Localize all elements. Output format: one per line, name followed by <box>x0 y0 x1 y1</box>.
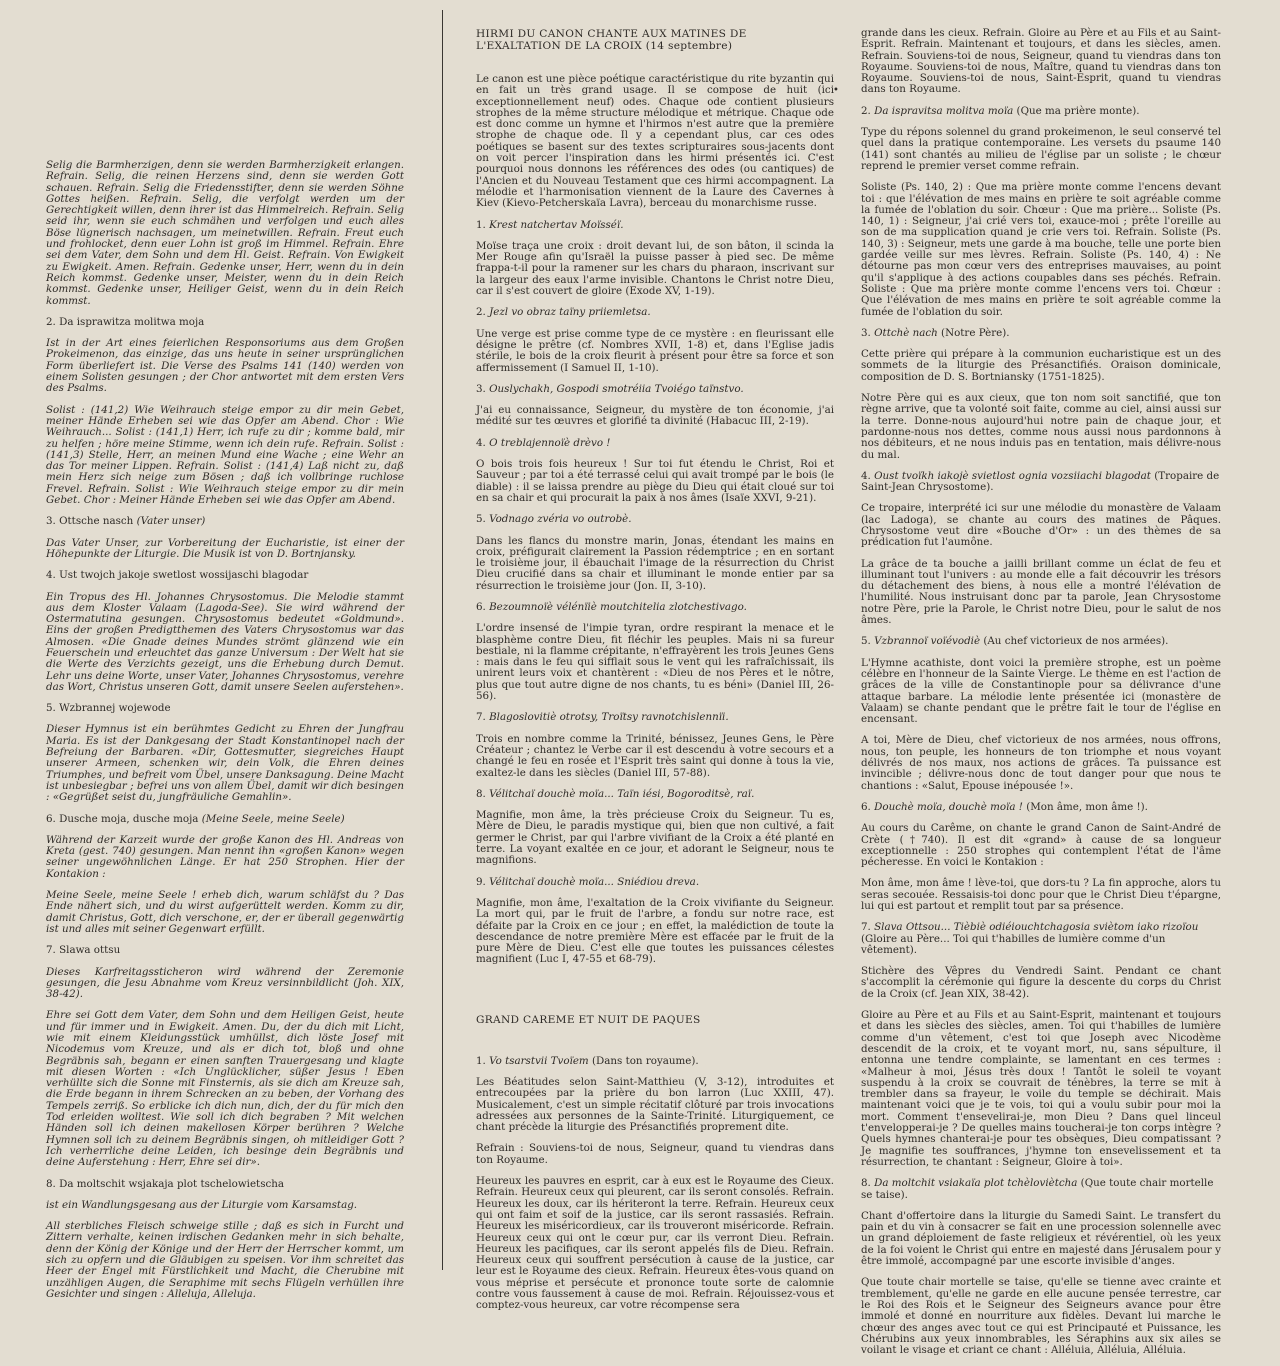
song-number: 8. <box>476 787 486 800</box>
text-paragraph: Das Vater Unser, zur Vorbereitung der Eucharistie, ist einer der Höhepunkte der Liturgie. Die Musik ist von D. Bortnjansky. <box>46 536 404 560</box>
song-heading <box>46 1179 404 1190</box>
song-number: 5. <box>476 513 486 526</box>
song-number: 7. <box>861 921 871 934</box>
text-paragraph: Type du répons solennel du grand prokeimenon, le seul conservé tel quel dans la pratique contemporaine. Les versets du psaume 140 (141) sont chantés au milieu de l'église par un soliste ; le chœur reprend le premier verset comme refrain. <box>861 126 1221 172</box>
song-title: Bezoumnoïè vélénïiè moutchitelia zlotchestivago. <box>489 600 747 613</box>
song-number: 4. <box>476 436 486 449</box>
song-heading <box>46 516 404 527</box>
song-title: (Vater unser) <box>136 515 206 528</box>
song-title: Vélitchaï douchè moïa... Taïn iési, Bogoroditsè, raï. <box>489 787 755 800</box>
song-translation: (Au chef victorieux de nos armées). <box>983 635 1169 648</box>
section-title: HIRMI DU CANON CHANTE AUX MATINES DE L'EXALTATION DE LA CROIX (14 septembre) <box>476 28 747 52</box>
song-number: 1. <box>476 1054 486 1067</box>
text-paragraph: Que toute chair mortelle se taise, qu'elle se tienne avec crainte et tremblement, qu'elle ne garde en elle aucune pensée terrestre, car le Roi des Rois et le Seigneur des Seigneurs avance pour être immolé et donné en nourriture aux fidèles. Devant lui marche le chœur des anges avec tout ce qui est Principauté et Puissance, les Chérubins aux yeux innombrables, les Séraphins aux six ailes se voilant le visage et criant ce chant : Alléluia, Alléluia, Alléluia. <box>861 1276 1221 1357</box>
text-paragraph: A toi, Mère de Dieu, chef victorieux de nos armées, nous offrons, nous, ton peuple, les honneurs de ton triomphe et nous voyant délivrés de nos maux, nos actions de grâces. Ta puissance est invincible ; délivre-nous donc de tout danger pour que nous te chantions : «Salut, Epouse inépousée !». <box>861 734 1221 792</box>
song-title: Slava Ottsou... Tièbiè odiéiouchtchagosia sviètom iako rizoïou <box>874 921 1199 934</box>
column-divider <box>442 10 443 1270</box>
section-title: GRAND CAREME ET NUIT DE PAQUES <box>476 1013 701 1026</box>
text-paragraph: Cette prière qui prépare à la communion eucharistique est un des sommets de la liturgie des Présanctifiés. Oraison dominicale, composition de D. S. Bortniansky (1751-1825). <box>861 348 1221 383</box>
song-number: 2. <box>861 104 871 117</box>
song-heading <box>476 1056 834 1067</box>
song-heading <box>861 802 1221 813</box>
song-number: 7. <box>476 711 486 724</box>
song-heading-text: 3. Ottsche nasch <box>46 515 134 528</box>
song-heading <box>861 922 1221 956</box>
song-title: Vodnago zvéria vo outrobè. <box>489 513 632 526</box>
song-heading <box>476 602 834 613</box>
song-heading-text: 7. Slawa ottsu <box>46 944 121 957</box>
text-paragraph: Meine Seele, meine Seele ! erheb dich, warum schläfst du ? Das Ende nähert sich, und du wirst aufgerüttelt werden. Komm zu dir, damit Christus, Gott, dich verschone, er, der er überall gegenwärtig ist und alles mit seiner Gegenwart erfüllt. <box>46 889 404 935</box>
text-paragraph: Stichère des Vêpres du Vendredi Saint. Pendant ce chant s'accomplit la cérémonie qui figure la descente du corps du Christ de la Croix (cf. Jean XIX, 38-42). <box>861 965 1221 1000</box>
text-paragraph: Soliste (Ps. 140, 2) : Que ma prière monte comme l'encens devant toi : que l'élévation de mes mains en prière te soit agréable comme la fumée de l'oblation du soir. Chœur : Que ma prière... Soliste (Ps. 140, 1) : Seigneur, j'ai crié vers toi, exauce-moi ; prête l'oreille au son de ma supplication quand je crie vers toi. Refrain. Soliste (Ps. 140, 3) : Seigneur, mets une garde à ma bouche, telle une porte bien gardée veille sur mes lèvres. Refrain. Soliste (Ps. 140, 4) : Ne détourne pas mon cœur vers des entreprises mauvaises, au point qu'il s'applique à des actions coupables dans ses péchés. Refrain. Soliste : Que ma prière monte comme l'encens vers toi. Chœur : Que l'élévation de mes mains en prière te soit agréable comme la fumée de l'oblation du soir. <box>861 181 1221 318</box>
song-title: Krest natchertav Moïsséï. <box>489 218 624 231</box>
text-paragraph: Les Béatitudes selon Saint-Matthieu (V, 3-12), introduites et entrecoupées par la prière du bon larron (Luc XXIII, 47). Musicalement, c'est un simple récitatif clôturé par trois invocations adressées aux personnes de la Sainte-Trinité. Liturgiquement, ce chant précède la liturgie des Présanctifiés proprement dite. <box>476 1076 834 1134</box>
song-title: Vo tsarstvii Tvoïem <box>489 1054 589 1067</box>
text-paragraph: La grâce de ta bouche a jailli brillant comme un éclat de feu et illuminant tout l'univers : au monde elle a fait découvrir les trésors du détachement des biens, à nous elle a montré l'élévation de l'humilité. Nous instruisant donc par ta parole, Jean Chrysostome notre Père, prie la Parole, le Christ notre Dieu, pour le salut de nos âmes. <box>861 557 1221 627</box>
text-paragraph: Ist in der Art eines feierlichen Responsoriums aus dem Großen Prokeimenon, das einzige, das uns heute in seiner ursprünglichen Form überliefert ist. Die Verse des Psalms 141 (140) werden von einem Solisten gesungen ; der Chor antwortet mit dem ersten Vers des Psalms. <box>46 337 404 395</box>
song-heading-text: 8. Da moltschit wsjakaja plot tschelowietscha <box>46 1177 285 1190</box>
song-heading <box>476 789 834 800</box>
song-title: Oust tvoïkh iakojè svietlost ognia vozsiiachi blagodat <box>874 469 1151 482</box>
text-paragraph: Une verge est prise comme type de ce mystère : en fleurissant elle désigne le prêtre (cf. Nombres XVII, 1-8) et, dans l'Eglise jadis stérile, le bois de la croix fleurit à présent pour être sa force et son affermissement (I Samuel II, 1-10). <box>476 327 834 374</box>
song-heading-text: 2. Da isprawitza molitwa moja <box>46 315 205 328</box>
song-heading <box>476 877 834 888</box>
text-paragraph: Trois en nombre comme la Trinité, bénissez, Jeunes Gens, le Père Créateur ; chantez le Verbe car il est descendu à votre secours et a changé le feu en rosée et l'Esprit très saint qui donne à tous la vie, exaltez-le dans les siècles (Daniel III, 57-88). <box>476 732 834 779</box>
song-heading-text: 4. Ust twojch jakoje swetlost wossijaschi blagodar <box>46 569 309 582</box>
text-paragraph: Chant d'offertoire dans la liturgie du Samedi Saint. Le transfert du pain et du vin à consacrer se fait en une procession solennelle avec un grand déploiement de faste religieux et révérentiel, où les yeux de la foi voient le Christ qui entre en majesté dans Jérusalem pour y être immolé, accompagné par une escorte invisible d'anges. <box>861 1209 1221 1268</box>
song-number: 2. <box>476 306 486 319</box>
text-paragraph: Dieses Karfreitagssticheron wird während der Zeremonie gesungen, die Jesu Abnahme vom Kreuz versinnbildlicht (Joh. XIX, 38-42). <box>46 965 404 1001</box>
french-column-careme <box>861 0 1221 1357</box>
text-paragraph: Refrain : Souviens-toi de nous, Seigneur, quand tu viendras dans ton Royaume. <box>476 1142 834 1166</box>
song-title: O treblajennoïè drèvo ! <box>489 436 611 449</box>
song-title: Da moltchit vsiakaïa plot tchèloviètcha <box>874 1177 1078 1190</box>
song-heading <box>476 220 834 231</box>
song-heading <box>476 384 834 395</box>
bullet-mark: • <box>833 85 839 96</box>
text-paragraph: Ce tropaire, interprété ici sur une mélodie du monastère de Valaam (lac Ladoga), se chante au cours des matines de Pâques. Chrysostome veut dire «Bouche d'Or» : un des thèmes de sa prédication fut l'aumône. <box>861 502 1221 549</box>
song-heading <box>476 438 834 449</box>
song-heading <box>861 471 1221 494</box>
text-paragraph: Mon âme, mon âme ! lève-toi, que dors-tu ? La fin approche, alors tu seras secouée. Ressaisis-toi donc pour que le Christ Dieu t'épargne, lui qui est partout et remplit tout par sa présence. <box>861 877 1221 912</box>
song-number: 3. <box>476 382 486 395</box>
song-heading <box>46 570 404 581</box>
song-heading <box>476 712 834 723</box>
text-paragraph: J'ai eu connaissance, Seigneur, du mystère de ton économie, j'ai médité sur tes œuvres et glorifié ta divinité (Habacuc III, 2-19). <box>476 404 834 428</box>
text-paragraph: Heureux les pauvres en esprit, car à eux est le Royaume des Cieux. Refrain. Heureux ceux qui pleurent, car ils seront consolés. Refrain. Heureux les doux, car ils hériteront la terre. Refrain. Heureux ceux qui ont faim et soif de la justice, car ils seront rassasiés. Refrain. Heureux les miséricordieux, car ils trouveront miséricorde. Refrain. Heureux ceux qui ont le cœur pur, car ils verront Dieu. Refrain. Heureux les pacifiques, car ils seront appelés fils de Dieu. Refrain. Heureux ceux qui souffrent persécution à cause de la justice, car leur est le Royaume des cieux. Refrain. Heureux êtes-vous quand on vous méprise et persécute et prononce toute sorte de calomnie contre vous faussement à cause de moi. Refrain. Réjouissez-vous et comptez-vous heureux, car votre récompense sera <box>476 1175 834 1312</box>
text-paragraph: Notre Père qui es aux cieux, que ton nom soit sanctifié, que ton règne arrive, que ta volonté soit faite, comme au ciel, ainsi aussi sur la terre. Donne-nous aujourd'hui notre pain de chaque jour, et pardonne-nous nos dettes, comme nous aussi nous pardonnons à nos débiteurs, et ne nous induis pas en tentation, mais délivre-nous du mal. <box>861 392 1221 461</box>
song-translation: (Que ma prière monte). <box>1016 104 1140 117</box>
text-paragraph: Solist : (141,2) Wie Weihrauch steige empor zu dir mein Gebet, meiner Hände Erheben sei wie das Opfer am Abend. Chor : Wie Weihrauch... Solist : (141,1) Herr, ich rufe zu dir ; komme bald, mir zu helfen ; höre meine Stimme, wenn ich dein rufe. Refrain. Solist : (141,3) Stelle, Herr, an meinen Mund eine Wache ; eine Wehr an das Tor meiner Lippen. Refrain. Solist : (141,4) Laß nicht zu, daß mein Herz sich neige zum Bösen ; daß ich vollbringe ruchlose Frevel. Refrain. Solist : Wie Weihrauch steige empor zu dir mein Gebet. Chor : Meiner Hände Erheben sei wie das Opfer am Abend. <box>46 403 404 507</box>
text-paragraph: Magnifie, mon âme, la très précieuse Croix du Seigneur. Tu es, Mère de Dieu, le paradis mystique qui, bien que non cultivé, a fait germer le Christ, par qui l'arbre vivifiant de la Croix a été planté en terre. La voyant exaltée en ce jour, et adorant le Seigneur, nous te magnifions. <box>476 809 834 867</box>
german-column <box>46 0 405 1300</box>
text-paragraph: All sterbliches Fleisch schweige stille ; daß es sich in Furcht und Zittern verhalte, keinen irdischen Gedanken mehr in sich behalte, denn der König der Könige und der Herr der Herrscher kommt, um sich zu opfern und die Gläubigen zu speisen. Vor ihm schreitet das Heer der Engel mit Fürstlichkeit und Macht, die Cherubine mit unzähligen Augen, die Seraphime mit sechs Flügeln verhüllen ihre Gesichter und singen : Alleluja, Alleluja. <box>46 1220 404 1300</box>
text-paragraph: Selig die Barmherzigen, denn sie werden Barmherzigkeit erlangen. Refrain. Selig, die reinen Herzens sind, denn sie werden Gott schauen. Refrain. Selig die Friedensstifter, denn sie werden Söhne Gottes heißen. Refrain. Selig, die verfolgt werden um der Gerechtigkeit willen, denn ihrer ist das Himmelreich. Refrain. Selig seid ihr, wenn sie euch schmähen und verfolgen und euch alles Böse lügnerisch nachsagen, um meinetwillen. Refrain. Freut euch und frohlocket, denn euer Lohn ist groß im Himmel. Refrain. Ehre sei dem Vater, dem Sohn und dem Hl. Geist. Refrain. Von Ewigkeit zu Ewigkeit. Amen. Refrain. Gedenke unser, Herr, wenn du in dein Reich kommst. Gedenke unser, Meister, wenn du in dein Reich kommst. Gedenke unser, Heiliger Geist, wenn du in dein Reich kommst. <box>46 159 404 307</box>
text-paragraph: O bois trois fois heureux ! Sur toi fut étendu le Christ, Roi et Sauveur ; par toi a été terrassé celui qui avait trompé par le bois (le diable) : il se laissa prendre au piège du Dieu qui était cloué sur toi en sa chair et qui procurait la paix à nos âmes (Isaïe XXVI, 9-21). <box>476 458 834 504</box>
song-title: Ouslychakh, Gospodi smotréiia Tvoiégo taïnstvo. <box>489 382 744 395</box>
text-paragraph: Während der Karzeit wurde der große Kanon des Hl. Andreas von Kreta (gest. 740) gesungen. Man nennt ihn «großen Kanon» wegen seiner ungewöhnlichen Länge. Er hat 250 Strophen. Hier der Kontakion : <box>46 833 404 880</box>
song-heading <box>476 514 834 525</box>
song-heading <box>861 328 1221 339</box>
text-paragraph: Dans les flancs du monstre marin, Jonas, étendant les mains en croix, préfigurait clairement la Passion rédemptrice ; en en sortant le troisième jour, il ébauchait l'image de la résurrection du Christ Dieu crucifié dans sa chair et illuminant le monde entier par sa résurrection le troisième jour (Jon. II, 3-10). <box>476 534 834 592</box>
song-heading-text: 5. Wzbrannej wojewode <box>46 702 171 715</box>
song-heading <box>476 307 834 318</box>
song-number: 6. <box>476 600 486 613</box>
song-number: 6. <box>861 800 871 813</box>
text-paragraph: L'Hymne acathiste, dont voici la première strophe, est un poème célèbre en l'honneur de la Sainte Vierge. Le thème en est l'action de grâces de la ville de Constantinople pour sa délivrance d'une attaque barbare. La mélodie lente présentée ici (monastère de Valaam) se chante pendant que le prêtre fait le tour de l'église en encensant. <box>861 656 1221 726</box>
text-paragraph: Ehre sei Gott dem Vater, dem Sohn und dem Heiligen Geist, heute und für immer und in Ewigkeit. Amen. Du, der du dich mit Licht, wie mit einem Kleidungsstück umhüllst, dich löste Josef mit Nicodemus vom Kreuze, und als er dich tot, bloß und ohne Begräbnis sah, begann er einen sanften Trauergesang und klagte mit diesen Worten : «Ich Unglücklicher, süßer Jesus ! Eben verhüllte sich die Sonne mit Finsternis, als sie dich am Kreuze sah, die Erde begann in ihrem Schrecken an zu beben, der Vorhang des Tempels zerriß. So erblicke ich dich nun, dich, der du für mich den Tod erleiden wolltest. Wie soll ich dich begraben ? Mit welchen Händen soll ich deinen makellosen Körper berühren ? Welche Hymnen soll ich zu deinem Begräbnis singen, oh mitleidiger Gott ? Ich verherrliche deine Leiden, ich besinge dein Begräbnis und deine Auferstehung : Herr, Ehre sei dir». <box>46 1009 404 1169</box>
text-paragraph: Dieser Hymnus ist ein berühmtes Gedicht zu Ehren der Jungfrau Maria. Es ist der Dankgesang der Stadt Konstantinopel nach der Befreiung der Barbaren. «Dir, Gottesmutter, siegreiches Haupt unserer Armeen, schenken wir, dein Volk, die Ehren deines Triumphes, und befreit vom Übel, unsere Danksagung. Deine Macht ist unbesiegbar ; befrei uns von allem Übel, damit wir dich besingen : «Gegrüßet seist du, jungfräuliche Gemahlin». <box>46 723 405 804</box>
song-number: 5. <box>861 635 871 648</box>
text-paragraph: ist ein Wandlungsgesang aus der Liturgie vom Karsamstag. <box>46 1198 358 1211</box>
text-paragraph: Le canon est une pièce poétique caractéristique du rite byzantin qui en fait un très grand usage. Il se compose de huit (ici exceptionnellement neuf) odes. Chaque ode contient plusieurs strophes de la même structure mélodique et métrique. Chaque ode est donc comme un hymne et l'hirmos n'est autre que la première strophe de chaque ode. Il y a cependant plus, car ces odes poétiques se basent sur des textes scripturaires sous-jacents dont on voit percer l'inspiration dans les hirmi présentés ici. C'est pourquoi nous donnons les références des odes (ou cantiques) de l'Ancien et du Nouveau Testament que ces hirmi accompagnent. La mélodie et l'harmonisation viennent de la Laure des Cavernes à Kiev (Kievo-Petcherskaïa Lavra), berceau du monarchisme russe. <box>476 73 834 210</box>
text-paragraph: Moïse traça une croix : droit devant lui, de son bâton, il scinda la Mer Rouge afin qu'Israël la puisse passer à pied sec. De même frappa-t-il pour la ramener sur les chars du pharaon, inscrivant sur la largeur des eaux l'arme invisible. Chantons le Christ notre Dieu, car il s'est couvert de gloire (Exode XV, 1-19). <box>476 239 834 298</box>
song-title: Blagoslovitiè otrotsy, Troïtsy ravnotchislennïi. <box>489 711 729 724</box>
french-column-hirmi <box>476 0 834 1312</box>
song-heading <box>46 317 404 328</box>
song-title: Ottchè nach <box>874 326 938 339</box>
text-paragraph: Ein Tropus des Hl. Johannes Chrysostomus. Die Melodie stammt aus dem Kloster Valaam (Lagoda-See). Sie wird während der Ostermatutina gesungen. Chrysostomus bedeutet «Goldmund». Eins der großen Predigtthemen des Vaters Chrysostomus war das Almosen. «Die Gnade deines Mundes strömt glänzend wie ein Feuerschein und erleuchtet das ganze Universum : Der Welt hat sie die Werte des Verzichts gezeigt, uns die Erhebung durch Demut. Lehr uns deine Worte, unser Vater, Johannes Chrysostomus, verehre das Wort, Christus unseren Gott, damit unsere Seelen auferstehen». <box>46 590 404 693</box>
song-heading <box>861 106 1221 117</box>
song-heading <box>46 814 404 825</box>
song-title: Vzbrannoï voïévodiè <box>874 635 981 648</box>
song-title: Douchè moïa, douchè moïa ! <box>874 800 1023 813</box>
song-title: Vélitchaï douchè moïa... Sniédiou dreva. <box>489 875 700 888</box>
song-title: Da ispravitsa molitva moïa <box>874 104 1014 117</box>
song-heading-text: 6. Dusche moja, dusche moja <box>46 812 199 825</box>
text-paragraph: grande dans les cieux. Refrain. Gloire au Père et au Fils et au Saint-Esprit. Refrain. Maintenant et toujours, et dans les siècles, amen. Refrain. Souviens-toi de nous, Seigneur, quand tu viendras dans ton Royaume. Souviens-toi de nous, Maître, quand tu viendras dans ton Royaume. Souviens-toi de nous, Saint-Esprit, quand tu viendras dans ton Royaume. <box>861 27 1221 96</box>
song-translation: (Que toute chair mortelle se taise). <box>861 1177 1214 1201</box>
text-paragraph: Magnifie, mon âme, l'exaltation de la Croix vivifiante du Seigneur. La mort qui, par le fruit de l'arbre, a fondu sur notre race, est défaite par la Croix en ce jour ; en effet, la malédiction de toute la descendance de notre première Mère est effacée par le fruit de la pure Mère de Dieu. C'est elle que toutes les puissances célestes magnifient (Luc I, 47-55 et 68-79). <box>476 896 834 966</box>
song-translation: (Gloire au Père... Toi qui t'habilles de lumière comme d'un vêtement). <box>861 932 1166 956</box>
song-heading <box>46 945 404 956</box>
text-paragraph: L'ordre insensé de l'impie tyran, ordre respirant la menace et le blasphème contre Dieu, fit fléchir les peuples. Mais ni sa fureur bestiale, ni la flamme crépitante, n'effrayèrent les trois Jeunes Gens : mais dans le feu qui sifflait sous le vent qui les rafraîchissait, ils unirent leurs voix et chantèrent : «Dieu de nos Pères et le nôtre, plus que tout autre digne de nos chants, tu es béni» (Daniel III, 26-56). <box>476 622 834 703</box>
text-paragraph: Au cours du Carême, on chante le grand Canon de Saint-André de Crète (†740). Il est dit «grand» à cause de sa longueur exceptionnelle : 250 strophes qui contemplent l'état de l'âme pécheresse. En voici le Kontakion : <box>861 822 1221 869</box>
song-translation: (Tropaire de Saint-Jean Chrysostome). <box>861 469 1220 494</box>
song-heading <box>861 636 1221 647</box>
song-translation: (Mon âme, mon âme !). <box>1026 800 1148 813</box>
song-heading <box>46 703 404 714</box>
song-number: 9. <box>476 875 486 888</box>
song-translation: (Notre Père). <box>941 326 1010 339</box>
song-number: 4. <box>861 469 871 482</box>
song-title: Jezl vo obraz taïny priiemletsa. <box>489 306 651 319</box>
song-number: 3. <box>861 326 871 339</box>
song-heading <box>861 1178 1221 1201</box>
song-translation: (Dans ton royaume). <box>591 1054 699 1067</box>
song-title: (Meine Seele, meine Seele) <box>201 812 345 825</box>
song-number: 8. <box>861 1177 871 1190</box>
song-number: 1. <box>476 218 486 231</box>
text-paragraph: Gloire au Père et au Fils et au Saint-Esprit, maintenant et toujours et dans les siècles des siècles, amen. Toi qui t'habilles de lumière comme d'un vêtement, c'est toi que Joseph avec Nicodème descendit de la croix, et te voyant mort, nu, sans sépulture, il entonna une tendre complainte, se lamentant en ces termes : «Malheur à moi, Jésus très doux ! Tantôt le soleil te voyant suspendu à la croix se couvrait de ténèbres, la terre se mit à trembler dans sa frayeur, le voile du temple se déchirait. Mais maintenant voici que je te vois, toi qui a voulu subir pour moi la mort. Comment t'ensevelirai-je, mon Dieu ? Dans quel linceul t'envelopperai-je ? De quelles mains toucherai-je ton corps intègre ? Quels hymnes chanterai-je pour tes obsèques, Dieu compatissant ? Je magnifie tes souffrances, j'hymne ton ensevelissement et ta résurrection, te chantant : Seigneur, Gloire à toi». <box>861 1009 1221 1168</box>
